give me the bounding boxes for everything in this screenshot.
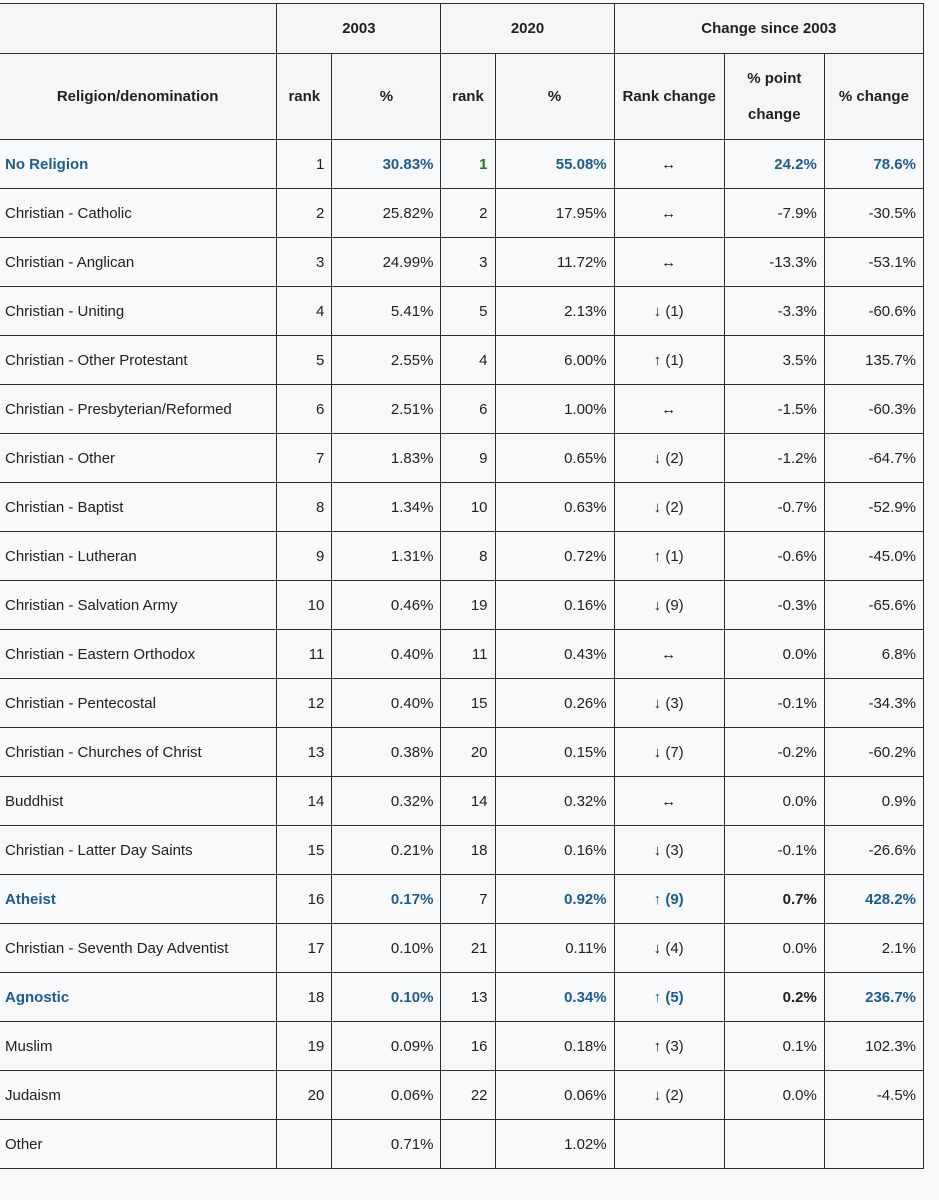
rank-2020: 20 (441, 728, 495, 777)
table-row (0, 826, 924, 875)
point-change: 0.0% (724, 777, 824, 826)
pct-2020: 0.18% (495, 1022, 614, 1071)
pct-2020: 2.13% (495, 287, 614, 336)
pct-2020: 55.08% (495, 140, 614, 189)
rank-change: ↔ (614, 189, 724, 238)
rank-change: ↓ (2) (614, 483, 724, 532)
rank-change: ↑ (5) (614, 973, 724, 1022)
religion-name: Christian - Lutheran (0, 532, 277, 581)
rank-2003: 3 (277, 238, 332, 287)
header-pct-2020: % (495, 54, 614, 140)
religion-name: No Religion (0, 140, 277, 189)
percent-change: 135.7% (824, 336, 923, 385)
rank-2020: 16 (441, 1022, 495, 1071)
rank-2003: 9 (277, 532, 332, 581)
point-change: -0.3% (724, 581, 824, 630)
pct-2003: 0.09% (332, 1022, 441, 1071)
point-change: 0.2% (724, 973, 824, 1022)
table-row (0, 1071, 924, 1120)
religion-name: Christian - Other (0, 434, 277, 483)
religion-name: Christian - Salvation Army (0, 581, 277, 630)
percent-change: -53.1% (824, 238, 923, 287)
point-change: 0.0% (724, 1071, 824, 1120)
table-row (0, 140, 924, 189)
point-change: -13.3% (724, 238, 824, 287)
pct-2003: 2.51% (332, 385, 441, 434)
rank-change: ↓ (3) (614, 826, 724, 875)
rank-2020: 5 (441, 287, 495, 336)
rank-2020: 4 (441, 336, 495, 385)
rank-2020: 14 (441, 777, 495, 826)
percent-change: 2.1% (824, 924, 923, 973)
pct-2003: 0.40% (332, 679, 441, 728)
percent-change: -45.0% (824, 532, 923, 581)
percent-change: -30.5% (824, 189, 923, 238)
rank-2020 (441, 1120, 495, 1169)
rank-2020: 19 (441, 581, 495, 630)
pct-2003: 25.82% (332, 189, 441, 238)
point-change: -1.2% (724, 434, 824, 483)
rank-change: ↔ (614, 385, 724, 434)
table-row (0, 238, 924, 287)
rank-2003: 5 (277, 336, 332, 385)
percent-change: 428.2% (824, 875, 923, 924)
header-row-columns (0, 54, 924, 140)
rank-2020: 18 (441, 826, 495, 875)
point-change: -0.6% (724, 532, 824, 581)
pct-2003: 0.46% (332, 581, 441, 630)
table-row (0, 385, 924, 434)
header-percent-change: % change (824, 54, 923, 140)
table-row (0, 189, 924, 238)
rank-2020: 13 (441, 973, 495, 1022)
religion-name: Agnostic (0, 973, 277, 1022)
table-row (0, 630, 924, 679)
percent-change: -60.3% (824, 385, 923, 434)
rank-2020: 9 (441, 434, 495, 483)
point-change: 0.0% (724, 630, 824, 679)
table-row (0, 1022, 924, 1071)
point-change: 0.7% (724, 875, 824, 924)
religion-name: Christian - Baptist (0, 483, 277, 532)
table-row (0, 728, 924, 777)
pct-2020: 0.65% (495, 434, 614, 483)
rank-2020: 15 (441, 679, 495, 728)
pct-2003: 2.55% (332, 336, 441, 385)
religion-name: Buddhist (0, 777, 277, 826)
rank-change (614, 1120, 724, 1169)
table-row (0, 287, 924, 336)
rank-2020: 1 (441, 140, 495, 189)
religion-name: Christian - Uniting (0, 287, 277, 336)
rank-change: ↑ (1) (614, 532, 724, 581)
rank-change: ↓ (3) (614, 679, 724, 728)
religion-name: Christian - Eastern Orthodox (0, 630, 277, 679)
point-change: -7.9% (724, 189, 824, 238)
pct-2020: 0.16% (495, 826, 614, 875)
header-blank (0, 4, 277, 54)
pct-2003: 0.10% (332, 924, 441, 973)
rank-2003: 1 (277, 140, 332, 189)
rank-2003: 15 (277, 826, 332, 875)
rank-change: ↓ (7) (614, 728, 724, 777)
percent-change: -52.9% (824, 483, 923, 532)
pct-2003: 0.10% (332, 973, 441, 1022)
rank-2003: 20 (277, 1071, 332, 1120)
pct-2003: 1.83% (332, 434, 441, 483)
percent-change: -60.6% (824, 287, 923, 336)
pct-2003: 0.40% (332, 630, 441, 679)
percent-change: -34.3% (824, 679, 923, 728)
table-row (0, 336, 924, 385)
pct-2020: 0.32% (495, 777, 614, 826)
table-row (0, 581, 924, 630)
percent-change: -65.6% (824, 581, 923, 630)
table-row (0, 434, 924, 483)
rank-2020: 21 (441, 924, 495, 973)
rank-change: ↔ (614, 777, 724, 826)
religion-name: Christian - Anglican (0, 238, 277, 287)
rank-2020: 3 (441, 238, 495, 287)
rank-2003: 11 (277, 630, 332, 679)
header-2003: 2003 (277, 4, 441, 54)
pct-2003: 0.71% (332, 1120, 441, 1169)
point-change: -1.5% (724, 385, 824, 434)
religion-name: Other (0, 1120, 277, 1169)
pct-2020: 0.11% (495, 924, 614, 973)
rank-change: ↓ (2) (614, 434, 724, 483)
rank-2020: 22 (441, 1071, 495, 1120)
pct-2020: 0.34% (495, 973, 614, 1022)
pct-2003: 0.38% (332, 728, 441, 777)
pct-2020: 0.06% (495, 1071, 614, 1120)
rank-change: ↔ (614, 238, 724, 287)
percent-change: -60.2% (824, 728, 923, 777)
pct-2003: 0.32% (332, 777, 441, 826)
pct-2020: 0.72% (495, 532, 614, 581)
header-pct-2003: % (332, 54, 441, 140)
percent-change: -4.5% (824, 1071, 923, 1120)
rank-2003: 12 (277, 679, 332, 728)
pct-2020: 11.72% (495, 238, 614, 287)
rank-2003: 16 (277, 875, 332, 924)
pct-2020: 0.92% (495, 875, 614, 924)
percent-change: 6.8% (824, 630, 923, 679)
rank-2003: 7 (277, 434, 332, 483)
table-row (0, 875, 924, 924)
pct-2003: 24.99% (332, 238, 441, 287)
point-change: 24.2% (724, 140, 824, 189)
religion-name: Christian - Catholic (0, 189, 277, 238)
table-row (0, 483, 924, 532)
header-row-years (0, 4, 924, 54)
pct-2020: 1.02% (495, 1120, 614, 1169)
rank-2003: 19 (277, 1022, 332, 1071)
header-rank-change: Rank change (614, 54, 724, 140)
rank-2003: 4 (277, 287, 332, 336)
header-rank-2003: rank (277, 54, 332, 140)
point-change: 3.5% (724, 336, 824, 385)
point-change: 0.0% (724, 924, 824, 973)
rank-change: ↓ (1) (614, 287, 724, 336)
pct-2003: 0.06% (332, 1071, 441, 1120)
table-row (0, 532, 924, 581)
pct-2003: 5.41% (332, 287, 441, 336)
rank-change: ↔ (614, 140, 724, 189)
point-change: -0.1% (724, 826, 824, 875)
table-row (0, 973, 924, 1022)
religion-name: Atheist (0, 875, 277, 924)
rank-2003: 2 (277, 189, 332, 238)
percent-change: -64.7% (824, 434, 923, 483)
pct-2003: 1.34% (332, 483, 441, 532)
religion-name: Muslim (0, 1022, 277, 1071)
pct-2003: 1.31% (332, 532, 441, 581)
table-row (0, 924, 924, 973)
pct-2020: 0.43% (495, 630, 614, 679)
rank-change: ↓ (2) (614, 1071, 724, 1120)
pct-2003: 30.83% (332, 140, 441, 189)
pct-2020: 0.63% (495, 483, 614, 532)
rank-change: ↔ (614, 630, 724, 679)
header-change-since-2003: Change since 2003 (614, 4, 923, 54)
pct-2003: 0.17% (332, 875, 441, 924)
religion-name: Christian - Other Protestant (0, 336, 277, 385)
point-change: -0.7% (724, 483, 824, 532)
pct-2003: 0.21% (332, 826, 441, 875)
rank-change: ↓ (9) (614, 581, 724, 630)
pct-2020: 0.16% (495, 581, 614, 630)
pct-2020: 0.15% (495, 728, 614, 777)
pct-2020: 17.95% (495, 189, 614, 238)
table-row (0, 777, 924, 826)
percent-change: 102.3% (824, 1022, 923, 1071)
rank-2020: 11 (441, 630, 495, 679)
rank-2020: 7 (441, 875, 495, 924)
rank-2003 (277, 1120, 332, 1169)
point-change (724, 1120, 824, 1169)
rank-change: ↑ (3) (614, 1022, 724, 1071)
rank-change: ↑ (9) (614, 875, 724, 924)
religion-name: Christian - Latter Day Saints (0, 826, 277, 875)
pct-2020: 1.00% (495, 385, 614, 434)
header-point-change: % point change (724, 54, 824, 140)
point-change: -0.1% (724, 679, 824, 728)
rank-2003: 13 (277, 728, 332, 777)
table-row (0, 1120, 924, 1169)
rank-2003: 14 (277, 777, 332, 826)
rank-change: ↑ (1) (614, 336, 724, 385)
rank-2003: 6 (277, 385, 332, 434)
rank-2020: 10 (441, 483, 495, 532)
percent-change (824, 1120, 923, 1169)
religion-name: Judaism (0, 1071, 277, 1120)
percent-change: -26.6% (824, 826, 923, 875)
religion-table (0, 3, 924, 1169)
rank-2003: 18 (277, 973, 332, 1022)
percent-change: 0.9% (824, 777, 923, 826)
pct-2020: 6.00% (495, 336, 614, 385)
rank-2003: 8 (277, 483, 332, 532)
pct-2020: 0.26% (495, 679, 614, 728)
header-religion: Religion/denomination (0, 54, 277, 140)
rank-2020: 8 (441, 532, 495, 581)
table-row (0, 679, 924, 728)
header-rank-2020: rank (441, 54, 495, 140)
rank-2003: 17 (277, 924, 332, 973)
rank-2003: 10 (277, 581, 332, 630)
percent-change: 236.7% (824, 973, 923, 1022)
rank-change: ↓ (4) (614, 924, 724, 973)
point-change: 0.1% (724, 1022, 824, 1071)
rank-2020: 6 (441, 385, 495, 434)
percent-change: 78.6% (824, 140, 923, 189)
header-2020: 2020 (441, 4, 614, 54)
rank-2020: 2 (441, 189, 495, 238)
religion-name: Christian - Churches of Christ (0, 728, 277, 777)
point-change: -3.3% (724, 287, 824, 336)
religion-name: Christian - Presbyterian/Reformed (0, 385, 277, 434)
religion-name: Christian - Seventh Day Adventist (0, 924, 277, 973)
religion-name: Christian - Pentecostal (0, 679, 277, 728)
point-change: -0.2% (724, 728, 824, 777)
